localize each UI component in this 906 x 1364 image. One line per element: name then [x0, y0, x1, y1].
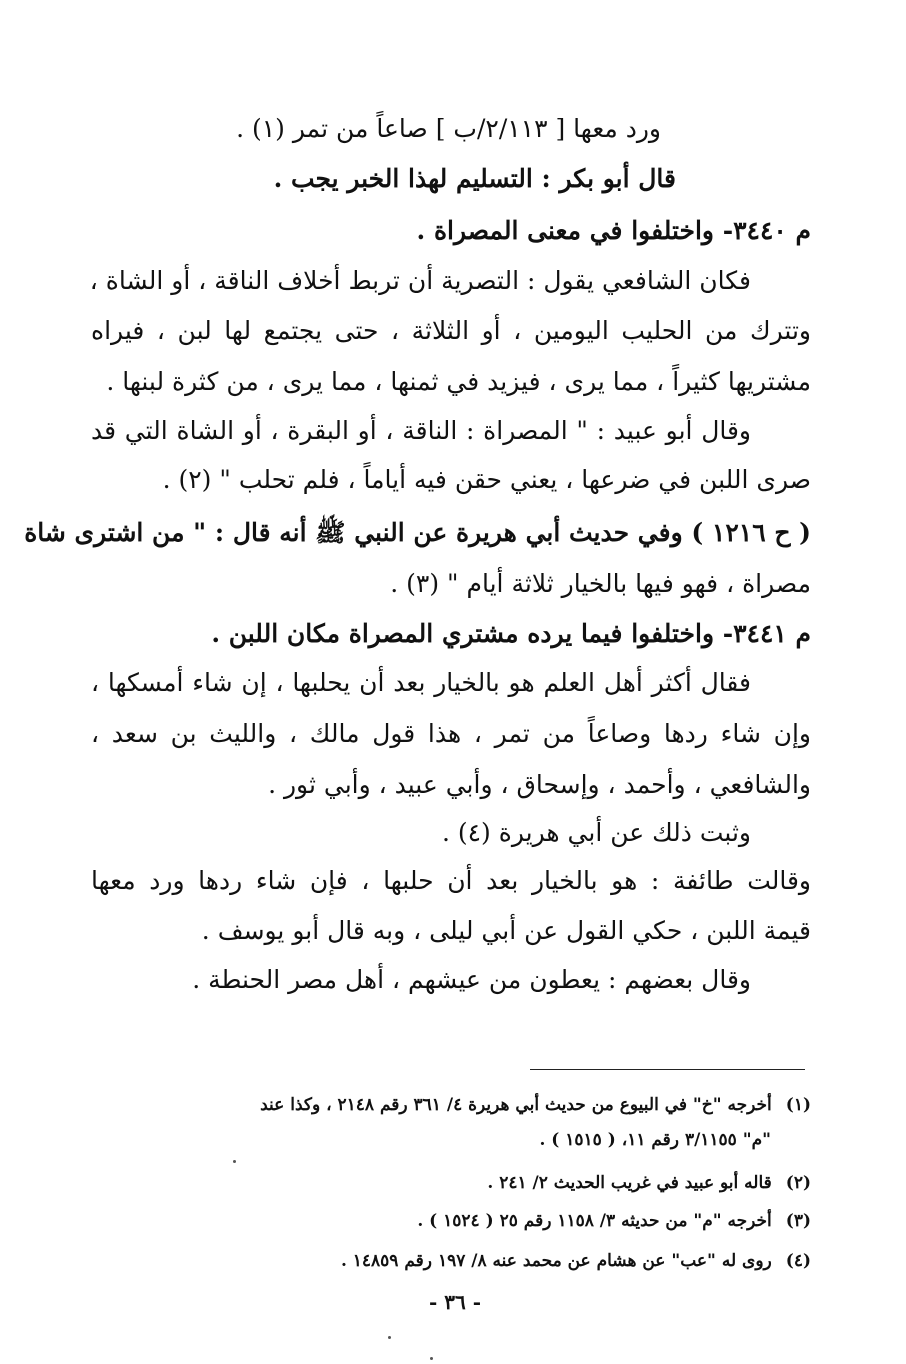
- text-line-17: قيمة اللبن ، حكي القول عن أبي ليلى ، وبه قال أبو يوسف .: [201, 916, 811, 945]
- footnote-marker: (٣): [785, 1211, 811, 1231]
- hadith-line-1216: ( ح ١٢١٦ ) وفي حديث أبي هريرة عن النبي ﷺ أنه قال : " من اشترى شاة: [24, 518, 811, 547]
- footnote-2: [487, 1170, 811, 1196]
- page-number: - ٣٦ -: [428, 1290, 481, 1314]
- scan-speck: [388, 1336, 391, 1339]
- footnote-1: [101, 1092, 811, 1118]
- text-line-1: ورد معها [ ٢/١١٣/ب ] صاعاً من تمر (١) .: [236, 114, 661, 143]
- text-line-13: وإن شاء ردها وصاعاً من تمر ، هذا قول مالك ، والليث بن سعد ،: [91, 719, 811, 748]
- text-line-16: وقالت طائفة : هو بالخيار بعد أن حلبها ، فإن شاء ردها ورد معها: [91, 866, 811, 895]
- footnote-marker: (٤): [785, 1251, 811, 1271]
- scan-speck: [430, 1357, 433, 1360]
- footnote-text: أخرجه "م" من حديثه ٣/ ١١٥٨ رقم ٢٥ ( ١٥٢٤ ) .: [417, 1211, 772, 1231]
- footnote-marker: (٢): [785, 1173, 811, 1193]
- section-heading: قال أبو بكر : التسليم لهذا الخبر يجب .: [273, 164, 676, 193]
- footnote-text: أخرجه "خ" في البيوع من حديث أبي هريرة ٤/ ٣٦١ رقم ٢١٤٨ ، وكذا عند: [260, 1095, 772, 1115]
- text-line-6: مشتريها كثيراً ، مما يرى ، فيزيد في ثمنها ، مما يرى ، من كثرة لبنها .: [106, 367, 811, 396]
- text-line-8: صرى اللبن في ضرعها ، يعني حقن فيه أياماً ، فلم تحلب " (٢) .: [162, 465, 811, 494]
- text-line-5: وتترك من الحليب اليومين ، أو الثلاثة ، حتى يجتمع لها لبن ، فيراه: [91, 316, 811, 345]
- text-line-15: وثبت ذلك عن أبي هريرة (٤) .: [441, 818, 751, 847]
- footnote-3: [417, 1208, 811, 1234]
- issue-heading-3440: م ٣٤٤٠- واختلفوا في معنى المصراة .: [416, 216, 811, 245]
- text-line-18: وقال بعضهم : يعطون من عيشهم ، أهل مصر الحنطة .: [192, 965, 751, 994]
- issue-heading-3441: م ٣٤٤١- واختلفوا فيما يرده مشتري المصراة مكان اللبن .: [211, 619, 811, 648]
- footnote-text: قاله أبو عبيد في غريب الحديث ٢/ ٢٤١ .: [487, 1173, 772, 1193]
- text-line-12: فقال أكثر أهل العلم هو بالخيار بعد أن يحلبها ، إن شاء أمسكها ،: [91, 668, 751, 697]
- scan-speck: [233, 1160, 236, 1163]
- text-line-7: وقال أبو عبيد : " المصراة : الناقة ، أو البقرة ، أو الشاة التي قد: [91, 416, 751, 445]
- footnote-1-continued: [539, 1127, 771, 1153]
- footnote-text: روى له "عب" عن هشام عن محمد عنه ٨/ ١٩٧ رقم ١٤٨٥٩ .: [340, 1251, 772, 1271]
- footnote-text: "م" ٣/١١٥٥ رقم ١١، ( ١٥١٥ ) .: [539, 1130, 771, 1150]
- footnote-4: [341, 1248, 811, 1274]
- text-line-4: فكان الشافعي يقول : التصرية أن تربط أخلاف الناقة ، أو الشاة ،: [89, 266, 751, 295]
- footnote-marker: (١): [785, 1095, 811, 1115]
- footnote-separator: [530, 1069, 805, 1070]
- text-line-10: مصراة ، فهو فيها بالخيار ثلاثة أيام " (٣) .: [390, 569, 811, 598]
- text-line-14: والشافعي ، وأحمد ، وإسحاق ، وأبي عبيد ، وأبي ثور .: [268, 770, 811, 799]
